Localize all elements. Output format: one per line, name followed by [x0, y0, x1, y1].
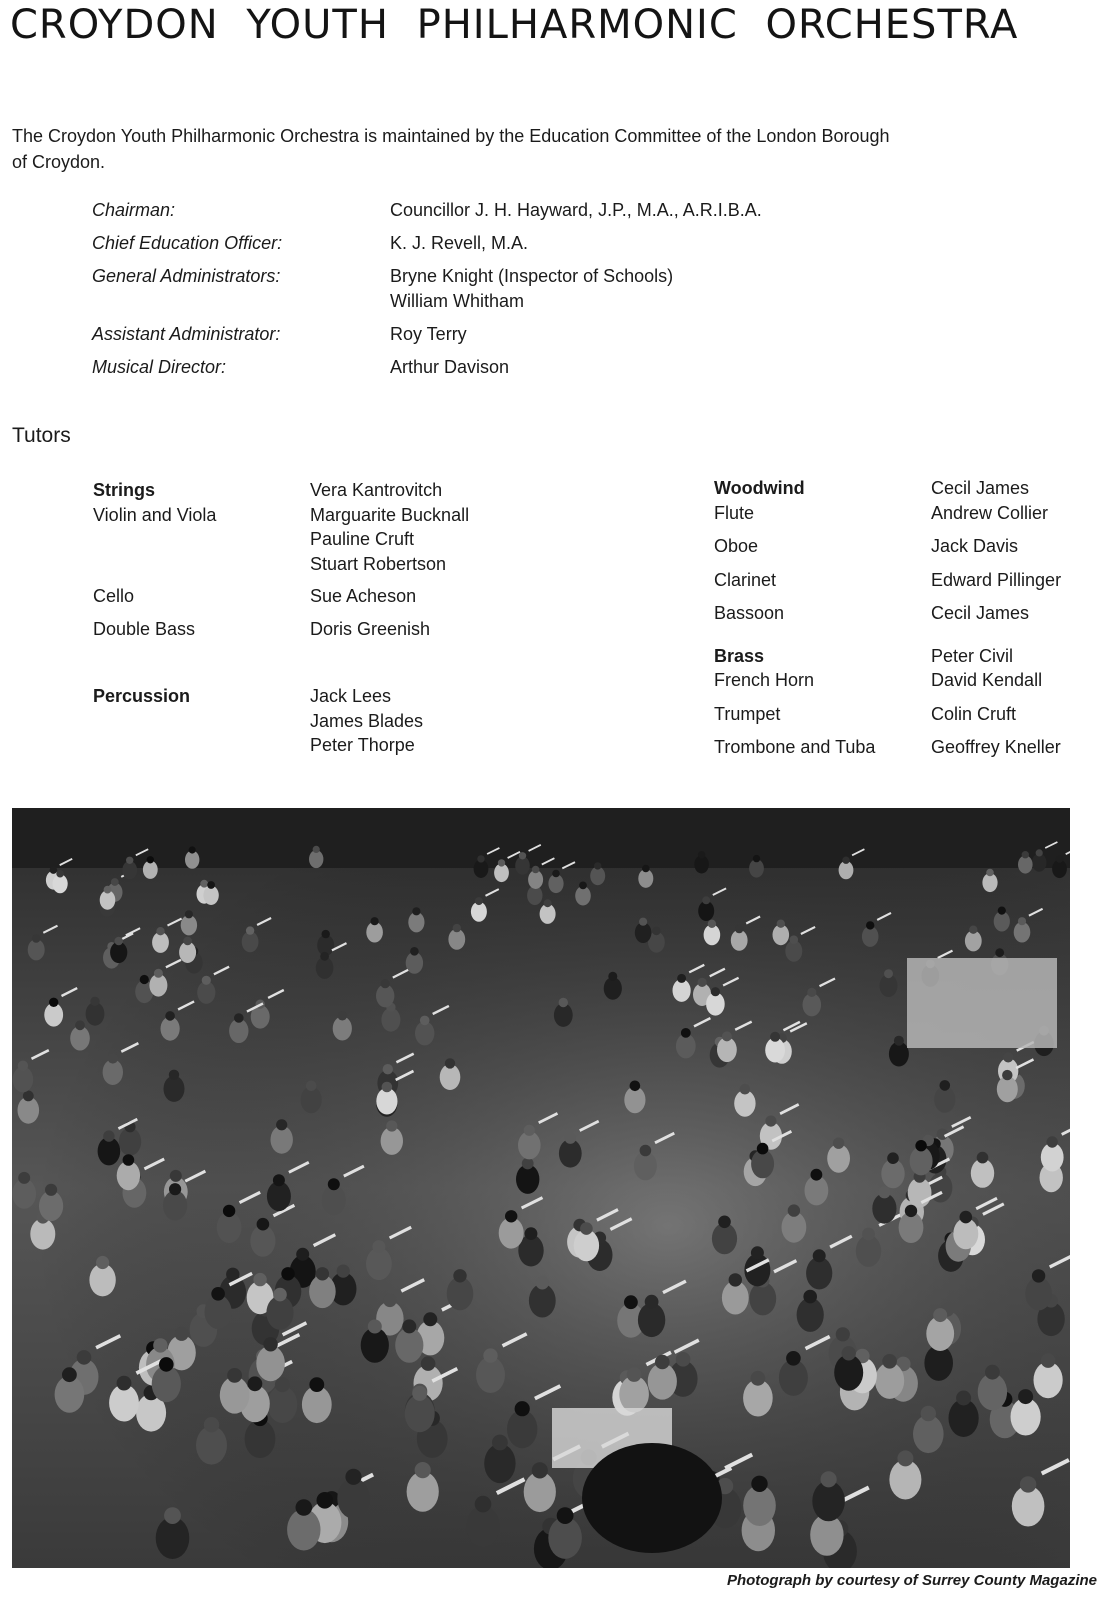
admin-role: Musical Director: [92, 357, 227, 377]
admin-role: Assistant Administrator: [92, 324, 281, 344]
admin-role: General Administrators: [92, 266, 281, 286]
player-head [103, 1130, 114, 1141]
player-head [627, 1367, 642, 1382]
player-head [169, 1183, 181, 1195]
player-head [1018, 917, 1026, 925]
player-head [770, 1032, 780, 1042]
player-head [862, 1228, 875, 1241]
player-head [557, 1507, 574, 1524]
player-head [183, 937, 192, 946]
player-head [45, 1184, 57, 1196]
admin-row-assistant-administrator [92, 322, 912, 347]
orchestra-photo-image [12, 808, 1070, 1568]
player-head [273, 1174, 285, 1186]
player-head [803, 1290, 817, 1304]
tutor-name: Peter Civil [931, 645, 1014, 666]
admin-name: William Whitham [390, 291, 525, 311]
tutor-name: Cecil James [931, 478, 1030, 498]
player-head [154, 969, 163, 978]
tutor-names [931, 601, 1029, 626]
player-head [75, 1020, 85, 1030]
admin-name: K. J. Revell, M.A. [390, 233, 529, 253]
tutor-names [310, 617, 430, 642]
tutor-row-clarinet [714, 568, 1094, 593]
player-head [866, 921, 874, 929]
player-head [630, 1081, 641, 1092]
player-head [1056, 855, 1063, 862]
admin-names [390, 198, 912, 223]
tutors-right-column [714, 476, 1094, 760]
player-head [410, 947, 419, 956]
player-head [676, 1352, 691, 1367]
tutor-name: Stuart Robertson [310, 553, 447, 574]
player-head [147, 856, 154, 863]
tutor-name: Marguarite Bucknall [310, 504, 470, 525]
page-title: CROYDON YOUTH PHILHARMONIC ORCHESTRA [10, 2, 1019, 48]
player-head [246, 926, 254, 934]
player-head [18, 1172, 30, 1184]
player-head [383, 1294, 397, 1308]
player-head [372, 1240, 385, 1253]
player-head [681, 1028, 691, 1038]
tutor-name: Vera Kantrovitch [310, 480, 443, 500]
tutor-instrument: Clarinet [714, 569, 777, 590]
player-head [185, 910, 193, 918]
player-head [1003, 1052, 1013, 1062]
player-head [698, 851, 705, 858]
tutor-names [931, 476, 1048, 525]
tutor-instrument: Trumpet [714, 703, 781, 724]
intro-paragraph: The Croydon Youth Philharmonic Orchestra is maintained by the Education Committee of the London Borough of Croydon. [12, 126, 890, 172]
tutor-instrument: Violin and Viola [93, 504, 217, 525]
tutor-names [931, 534, 1018, 559]
administration-list [92, 198, 912, 380]
player-head [579, 882, 587, 890]
player-head [645, 1295, 659, 1309]
player-head [811, 1169, 823, 1181]
player-head [62, 1367, 77, 1382]
tutor-row-trumpet [714, 702, 1094, 727]
tutor-name: Jack Lees [310, 686, 392, 706]
player-head [640, 1145, 652, 1157]
player-head [306, 1081, 317, 1092]
player-head [104, 886, 112, 894]
player-head [505, 1210, 517, 1222]
player-head [114, 937, 123, 946]
player-head [492, 1435, 508, 1451]
admin-names [390, 322, 912, 347]
tutor-row-trombone-tuba [714, 735, 1094, 760]
player-head [123, 1154, 135, 1166]
player-head [642, 865, 650, 873]
admin-names [390, 355, 912, 380]
player-head [108, 1053, 118, 1063]
player-head [807, 988, 816, 997]
tutor-names [931, 702, 1016, 727]
tutor-instrument: Double Bass [93, 618, 196, 639]
player-head [263, 1337, 277, 1351]
player-head [522, 1158, 534, 1170]
player-head [998, 907, 1006, 915]
player-head [415, 1462, 431, 1478]
player-head [519, 852, 526, 859]
tutor-names [931, 644, 1042, 693]
player-head [884, 969, 893, 978]
player-head [821, 1471, 837, 1487]
player-head [498, 859, 505, 866]
tutor-group-percussion [93, 684, 613, 758]
player-head [536, 1276, 549, 1289]
player-head [382, 1082, 393, 1093]
orchestra-photo [12, 808, 1070, 1568]
player-head [698, 978, 707, 987]
player-head [169, 1070, 179, 1080]
player-head [735, 925, 743, 933]
player-head [337, 1265, 350, 1278]
admin-row-chief-education-officer [92, 231, 912, 256]
player-head [421, 1356, 436, 1371]
player-head [608, 972, 617, 981]
tutor-group-woodwind [714, 476, 1094, 525]
admin-role: Chairman: [92, 200, 176, 220]
player-head [345, 1469, 361, 1485]
player-head [711, 987, 720, 996]
player-head [32, 934, 41, 943]
tutor-group-title: Woodwind [714, 478, 805, 498]
player-head [580, 1222, 593, 1235]
player-head [223, 1205, 235, 1217]
tutor-instrument: Trombone and Tuba [714, 737, 876, 757]
player-head [594, 862, 601, 869]
player-head [751, 1371, 766, 1386]
player-head [90, 997, 99, 1006]
tutor-name: Cecil James [931, 603, 1030, 623]
tutor-group-title: Percussion [93, 686, 191, 706]
player-head [977, 1152, 989, 1164]
player-head [423, 1312, 437, 1326]
player-head [281, 1267, 294, 1280]
player-head [412, 907, 420, 915]
player-head [402, 1319, 416, 1333]
player-head [227, 1368, 242, 1383]
player-head [1002, 1070, 1012, 1080]
player-head [253, 1273, 266, 1286]
player-head [383, 1064, 393, 1074]
player-head [175, 1327, 189, 1341]
tutor-names [931, 735, 1061, 760]
player-head [878, 1186, 890, 1198]
player-head [368, 1320, 382, 1334]
player-head [729, 1273, 742, 1286]
tutor-name: Edward Pillinger [931, 569, 1062, 590]
tutor-instrument: French Horn [714, 670, 815, 690]
player-head [1022, 851, 1029, 858]
player-head [477, 855, 484, 862]
player-head [515, 1401, 530, 1416]
player-head [915, 1140, 926, 1151]
player-head [525, 1227, 538, 1240]
player-head [475, 897, 483, 905]
player-head [655, 1355, 670, 1370]
player-head [842, 1346, 856, 1360]
tutor-name: Colin Cruft [931, 703, 1017, 724]
player-head [207, 881, 215, 889]
tutor-instrument: Bassoon [714, 603, 785, 623]
player-head [156, 927, 164, 935]
player-head [1041, 1353, 1056, 1368]
player-head [1036, 849, 1043, 856]
player-head [381, 979, 390, 988]
player-head [159, 1357, 174, 1372]
tutor-name: Doris Greenish [310, 618, 431, 639]
player-head [126, 857, 133, 864]
tutor-group-title: Brass [714, 645, 765, 666]
player-head [552, 870, 560, 878]
player-head [1018, 1389, 1033, 1404]
tutor-row-double-bass [93, 617, 613, 642]
player-head [153, 1338, 167, 1352]
player-head [751, 1476, 767, 1492]
tutor-name: James Blades [310, 710, 424, 731]
admin-name: Councillor J. H. Hayward, J.P., M.A., A.R.I.B.A. [390, 200, 762, 220]
photo-caption: Photograph by courtesy of Surrey County Magazine [726, 1572, 1097, 1589]
player-head [624, 1295, 638, 1309]
player-head [544, 899, 552, 907]
player-head [1047, 1136, 1058, 1147]
player-head [453, 924, 461, 932]
player-head [532, 1462, 548, 1478]
player-head [202, 976, 211, 985]
player-head [111, 878, 119, 886]
tutor-instrument: Cello [93, 586, 135, 606]
player-head [50, 866, 58, 874]
player-head [248, 1376, 263, 1391]
player-head [559, 998, 568, 1007]
tutor-name: Pauline Cruft [310, 529, 415, 549]
player-head [894, 1036, 904, 1046]
player-head [316, 1267, 329, 1280]
player-head [751, 1246, 764, 1259]
tutor-group-title: Strings [93, 480, 156, 500]
admin-name: Roy Terry [390, 324, 467, 344]
player-head [275, 1377, 290, 1392]
tutor-name: Geoffrey Kneller [931, 737, 1061, 757]
player-head [273, 1288, 287, 1302]
player-head [565, 1133, 576, 1144]
player-head [322, 930, 330, 938]
tutor-instrument: Flute [714, 502, 755, 523]
player-head [788, 1204, 800, 1216]
player-head [897, 1450, 913, 1466]
player-head [708, 920, 716, 928]
tutor-name: Sue Acheson [310, 586, 417, 606]
player-head [140, 975, 149, 984]
admin-row-general-administrators [92, 264, 912, 314]
player-head [49, 998, 58, 1007]
player-head [757, 1143, 769, 1155]
player-head [813, 1249, 826, 1262]
piano-shape [907, 958, 1057, 1048]
player-head [483, 1348, 497, 1362]
tutor-instrument-cell [93, 478, 310, 527]
player-head [313, 846, 320, 853]
player-head [445, 1058, 455, 1068]
player-head [833, 1138, 844, 1149]
admin-name: Arthur Davison [390, 357, 510, 377]
admin-names [390, 231, 912, 256]
player-head [420, 1016, 430, 1026]
tutor-name: Jack Davis [931, 536, 1019, 556]
tutor-instrument-cell [714, 644, 931, 693]
player-head [1020, 1476, 1036, 1492]
player-head [296, 1499, 313, 1516]
player-head [56, 870, 64, 878]
player-head [475, 1496, 492, 1513]
player-head [524, 1125, 535, 1136]
tutors-heading: Tutors [12, 424, 71, 447]
player-head [189, 846, 196, 853]
player-head [257, 1218, 270, 1231]
player-head [165, 1011, 175, 1021]
admin-row-musical-director [92, 355, 912, 380]
player-head [940, 1080, 951, 1091]
player-head [1032, 1269, 1045, 1282]
tutor-names [310, 478, 469, 576]
player-head [170, 1170, 182, 1182]
player-head [164, 1507, 181, 1524]
player-head [836, 1327, 850, 1341]
player-head [453, 1269, 466, 1282]
player-head [722, 1031, 732, 1041]
tutor-instrument-cell [714, 476, 931, 525]
player-head [117, 1376, 132, 1391]
player-head [933, 1308, 947, 1322]
player-head [276, 1119, 287, 1130]
player-head [211, 1287, 225, 1301]
player-head [887, 1152, 899, 1164]
player-head [905, 1205, 917, 1217]
player-head [956, 1391, 971, 1406]
player-head [200, 880, 208, 888]
admin-names [390, 264, 912, 314]
player-head [986, 869, 994, 877]
player-head [985, 1365, 1000, 1380]
player-head [77, 1350, 92, 1365]
player-head [639, 918, 647, 926]
player-head [740, 1084, 751, 1095]
player-head [18, 1061, 28, 1071]
tutor-group-brass [714, 644, 1094, 693]
player-head [320, 952, 329, 961]
player-head [842, 857, 849, 864]
player-head [328, 1178, 340, 1190]
tutor-row-oboe [714, 534, 1094, 559]
tutor-group-strings [93, 478, 613, 576]
admin-role: Chief Education Officer: [92, 233, 283, 253]
tutor-names [310, 684, 423, 758]
player-head [296, 1248, 309, 1261]
tutor-name: David Kendall [931, 670, 1043, 690]
tutor-name: Andrew Collier [931, 502, 1049, 523]
player-head [969, 926, 977, 934]
tutor-names [310, 584, 416, 609]
photo-back-wall [12, 808, 1070, 868]
player-head [386, 1120, 397, 1131]
tutor-row-cello [93, 584, 613, 609]
player-head [677, 974, 686, 983]
player-head [371, 917, 379, 925]
player-head [412, 1386, 427, 1401]
admin-name: Bryne Knight (Inspector of Schools) [390, 266, 674, 286]
tutor-names [931, 568, 1061, 593]
player-head [786, 1351, 801, 1366]
player-head [234, 1013, 244, 1023]
tutor-instrument: Oboe [714, 536, 759, 556]
conductor-figure [582, 1443, 722, 1553]
player-head [718, 1216, 731, 1229]
tutor-name: Peter Thorpe [310, 735, 415, 755]
player-head [702, 896, 710, 904]
player-head [309, 1377, 324, 1392]
admin-row-chairman [92, 198, 912, 223]
player-head [753, 855, 760, 862]
player-head [995, 948, 1004, 957]
player-head [96, 1256, 109, 1269]
player-head [960, 1211, 973, 1224]
player-head [921, 1406, 936, 1421]
tutor-row-bassoon [714, 601, 1094, 626]
player-head [338, 1011, 348, 1021]
player-head [204, 1417, 219, 1432]
player-head [317, 1492, 334, 1509]
player-head [652, 927, 660, 935]
player-head [777, 920, 785, 928]
tutors-left-column [93, 478, 613, 758]
player-head [765, 1116, 776, 1127]
player-head [790, 935, 799, 944]
player-head [532, 866, 540, 874]
player-head [882, 1354, 897, 1369]
